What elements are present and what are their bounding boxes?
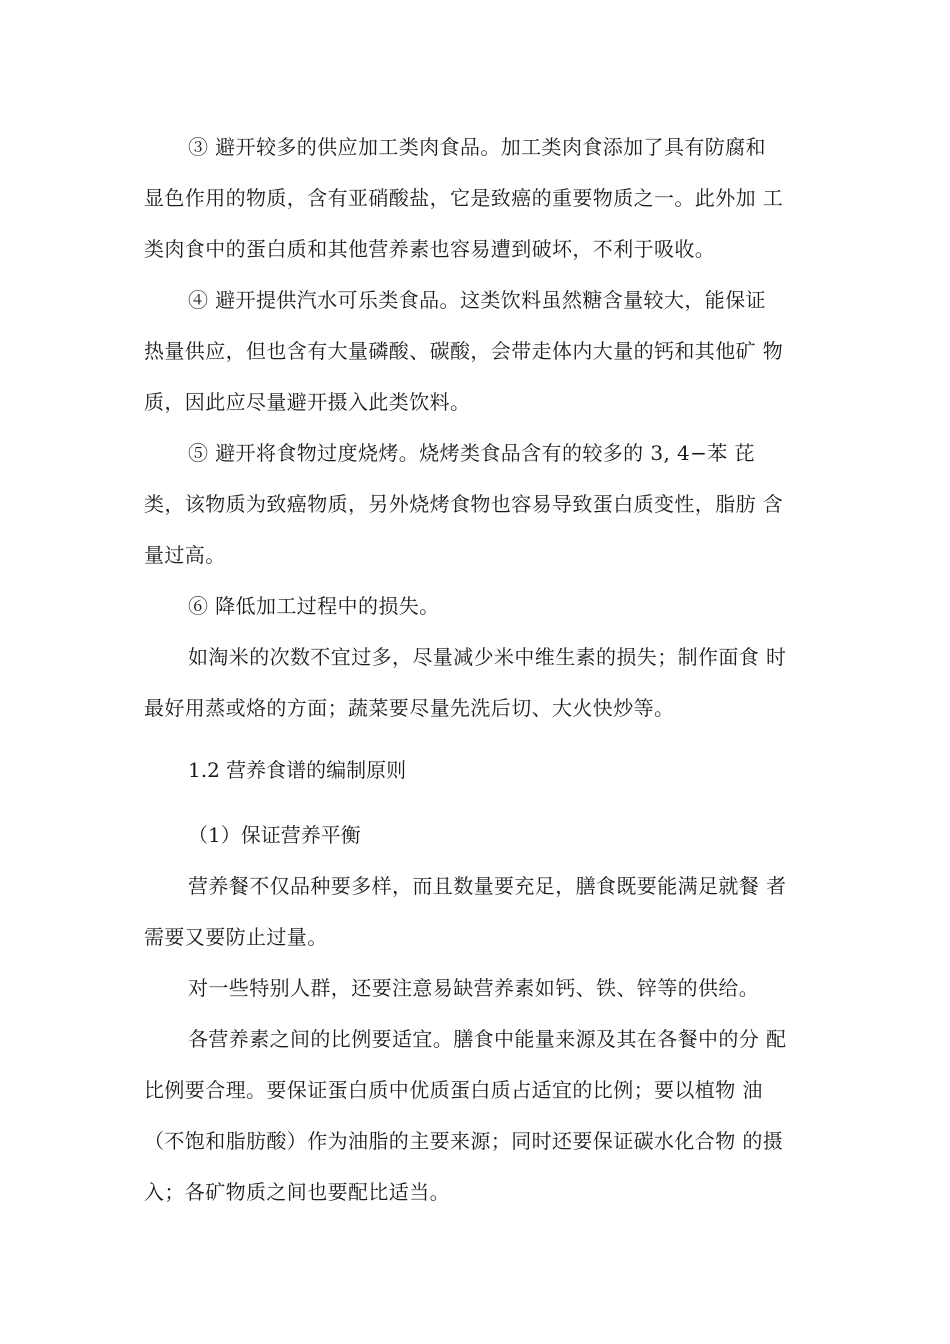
paragraph-avoid-overgrilling	[144, 428, 818, 581]
text-line: 热量供应，但也含有大量磷酸、碳酸，会带走体内大量的钙和其他矿 物	[144, 339, 784, 363]
text-line: ③ 避开较多的供应加工类肉食品。加工类肉食添加了具有防腐和	[188, 135, 766, 159]
text-line: ④ 避开提供汽水可乐类食品。这类饮料虽然糖含量较大，能保证	[188, 288, 766, 312]
text-line: ⑥ 降低加工过程中的损失。	[188, 594, 440, 618]
paragraph-avoid-processed-meat	[144, 122, 818, 275]
text-line: 营养餐不仅品种要多样，而且数量要充足，膳食既要能满足就餐 者	[188, 874, 787, 898]
text-line: 类肉食中的蛋白质和其他营养素也容易遭到破坏，不利于吸收。	[144, 237, 716, 261]
text-line: 入；各矿物质之间也要配比适当。	[144, 1180, 450, 1204]
text-line: 质，因此应尽量避开摄入此类饮料。	[144, 390, 471, 414]
text-line: 需要又要防止过量。	[144, 925, 328, 949]
paragraph-reduce-loss	[144, 581, 818, 632]
text-line: 比例要合理。要保证蛋白质中优质蛋白质占适宜的比例；要以植物 油	[144, 1078, 763, 1102]
text-line: ⑤ 避开将食物过度烧烤。烧烤类食品含有的较多的 3, 4−苯 芘	[188, 441, 755, 465]
text-line: 如淘米的次数不宜过多，尽量减少米中维生素的损失；制作面食 时	[188, 645, 787, 669]
text-line: （不饱和脂肪酸）作为油脂的主要来源；同时还要保证碳水化合物 的摄	[144, 1129, 784, 1153]
document-page	[144, 122, 818, 1218]
text-line: 显色作用的物质，含有亚硝酸盐，它是致癌的重要物质之一。此外加 工	[144, 186, 784, 210]
paragraph-special-groups	[144, 963, 818, 1014]
text-line: 最好用蒸或烙的方面；蔬菜要尽量先洗后切、大火快炒等。	[144, 696, 675, 720]
text-line: 对一些特别人群，还要注意易缺营养素如钙、铁、锌等的供给。	[188, 976, 760, 1000]
text-line: 量过高。	[144, 543, 226, 567]
text-line: 类，该物质为致癌物质，另外烧烤食物也容易导致蛋白质变性，脂肪 含	[144, 492, 784, 516]
subsection-heading: （1）保证营养平衡	[188, 823, 361, 847]
section-heading: 1.2 营养食谱的编制原则	[188, 758, 407, 782]
text-line: 各营养素之间的比例要适宜。膳食中能量来源及其在各餐中的分 配	[188, 1027, 787, 1051]
paragraph-reduce-loss-examples	[144, 632, 818, 734]
paragraph-variety-quantity	[144, 861, 818, 963]
paragraph-avoid-soda	[144, 275, 818, 428]
paragraph-nutrient-ratio	[144, 1014, 818, 1218]
